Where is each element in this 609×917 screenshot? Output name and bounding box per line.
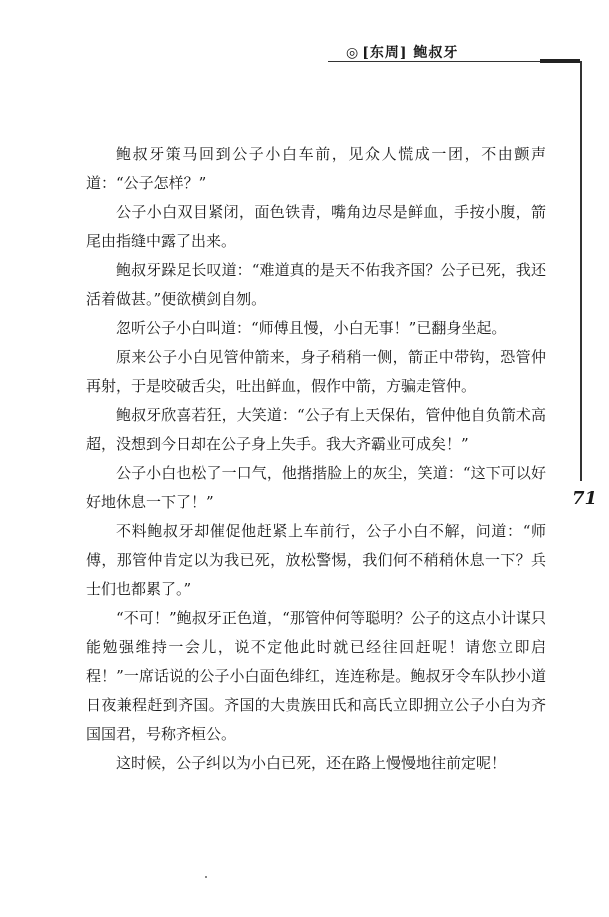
speck [205, 876, 207, 878]
page-number: 71 [572, 488, 598, 509]
circle-mark-icon: ◎ [346, 45, 360, 61]
paragraph: 鲍叔牙欣喜若狂，大笑道：“公子有上天保佑，管仲他自负箭术高超，没想到今日却在公子身上失手。我大齐霸业可成矣！” [86, 406, 546, 453]
paragraph: 原来公子小白见管仲箭来，身子稍稍一侧，箭正中带钩，恐管仲再射，于是咬破舌尖，吐出鲜血，假作中箭，方骗走管仲。 [86, 348, 546, 395]
paragraph: 鲍叔牙策马回到公子小白车前，见众人慌成一团，不由颤声道：“公子怎样？” [86, 145, 546, 192]
paragraph: 不料鲍叔牙却催促他赶紧上车前行，公子小白不解，问道：“师傅，那管仲肯定以为我已死，放松警惕，我们何不稍稍休息一下？兵士们也都累了。” [86, 522, 546, 598]
running-header [346, 42, 458, 62]
paragraph: 鲍叔牙跺足长叹道：“难道真的是天不佑我齐国？公子已死，我还活着做甚。”便欲横剑自刎。 [86, 261, 546, 308]
paragraph: 公子小白双目紧闭，面色铁青，嘴角边尽是鲜血，手按小腹，箭尾由指缝中露了出来。 [86, 203, 546, 250]
header-rule-accent [540, 59, 580, 63]
paragraph: 忽听公子小白叫道：“师傅且慢，小白无事！”已翻身坐起。 [116, 319, 507, 337]
running-header-title: [东周] 鲍叔牙 [362, 45, 459, 61]
paragraph: “不可！”鲍叔牙正色道，“那管仲何等聪明？公子的这点小计谋只能勉强维持一会儿，说不定他此时就已经往回赶呢！请您立即启程！”一席话说的公子小白面色绯红，连连称是。鲍叔牙令车队抄小道日夜兼程赶到齐国。齐国的大贵族田氏和高氏立即拥立公子小白为齐国国君，号称齐桓公。 [86, 609, 546, 743]
side-rule [580, 61, 582, 481]
paragraph: 这时候，公子纠以为小白已死，还在路上慢慢地往前定呢！ [116, 754, 507, 772]
body-text [86, 140, 546, 778]
paragraph: 公子小白也松了一口气，他揩揩脸上的灰尘，笑道：“这下可以好好地休息一下了！” [86, 464, 546, 511]
